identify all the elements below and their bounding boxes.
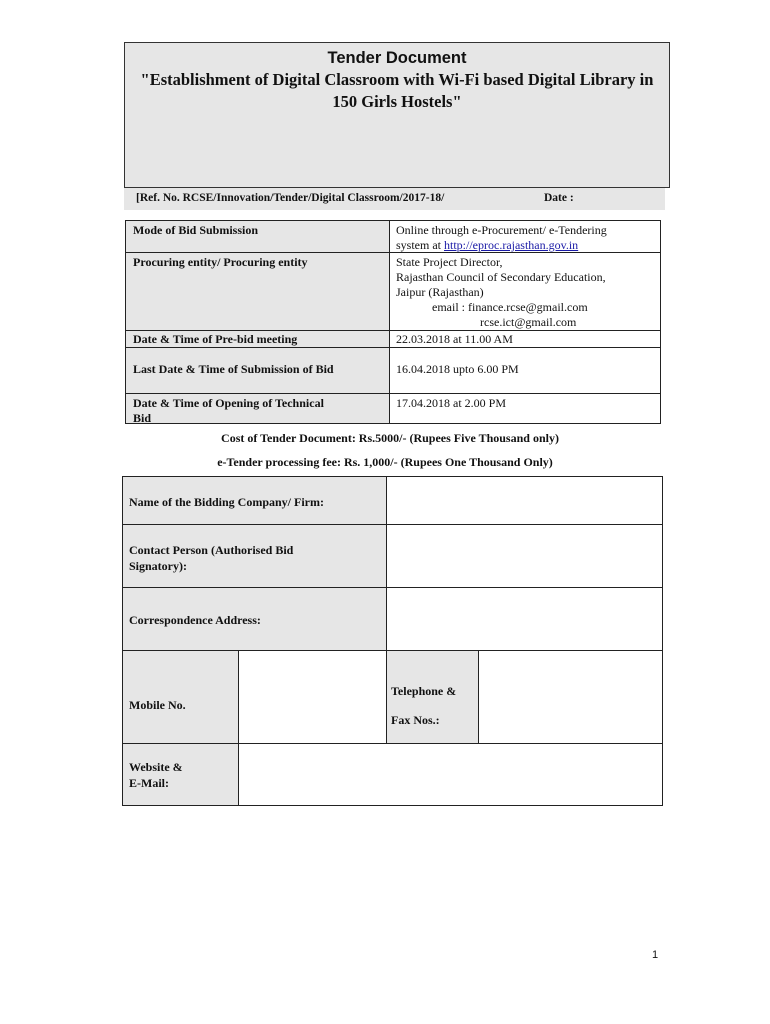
- website-label: Website &: [129, 760, 183, 774]
- website-field[interactable]: [238, 744, 662, 805]
- bid-info-label: Date & Time of Opening of Technical: [133, 396, 324, 410]
- address-field[interactable]: [386, 588, 662, 650]
- document-title: Tender Document: [327, 49, 467, 67]
- bid-info-label: Bid: [133, 411, 152, 425]
- bid-info-row: [125, 220, 661, 252]
- company-name-field[interactable]: [386, 477, 662, 524]
- bid-info-label: Mode of Bid Submission: [133, 223, 259, 237]
- page-number: 1: [652, 949, 659, 961]
- bid-info-value: 16.04.2018 upto 6.00 PM: [396, 362, 519, 376]
- form-row-company: [122, 476, 663, 524]
- address-label: Correspondence Address:: [129, 613, 261, 627]
- processing-fee: e-Tender processing fee: Rs. 1,000/- (Rupees One Thousand Only): [217, 455, 553, 469]
- bid-info-value: 17.04.2018 at 2.00 PM: [396, 396, 507, 410]
- bid-info-value: Online through e-Procurement/ e-Tendering: [396, 223, 607, 237]
- contact-person-label: Contact Person (Authorised Bid: [129, 543, 294, 557]
- reference-number: [Ref. No. RCSE/Innovation/Tender/Digital Classroom/2017-18/: [136, 192, 445, 204]
- bid-info-row: [125, 330, 661, 347]
- contact-person-field[interactable]: [386, 525, 662, 587]
- bid-info-value: Rajasthan Council of Secondary Education,: [396, 270, 606, 284]
- bid-info-row: [125, 347, 661, 393]
- eproc-link[interactable]: http://eproc.rajasthan.gov.in: [444, 238, 579, 252]
- bid-info-value: system at: [396, 238, 444, 252]
- title-box: [124, 42, 670, 188]
- contact-person-label: Signatory):: [129, 559, 187, 573]
- company-name-label: Name of the Bidding Company/ Firm:: [129, 495, 324, 509]
- mobile-label: Mobile No.: [129, 698, 186, 712]
- telephone-field[interactable]: [478, 651, 662, 743]
- bid-info-label: Date & Time of Pre-bid meeting: [133, 332, 298, 346]
- form-row-website: [122, 743, 663, 806]
- form-row-address: [122, 587, 663, 650]
- bid-info-value: rcse.ict@gmail.com: [480, 315, 577, 329]
- date-label: Date :: [544, 192, 574, 204]
- bid-info-row: [125, 252, 661, 330]
- bid-info-value: 22.03.2018 at 11.00 AM: [396, 332, 513, 346]
- bid-info-row: [125, 393, 661, 424]
- bid-info-value: Jaipur (Rajasthan): [396, 285, 484, 299]
- email-label: E-Mail:: [129, 776, 169, 790]
- mobile-field[interactable]: [238, 651, 386, 743]
- reference-bar: [124, 188, 665, 210]
- bid-info-label: Procuring entity/ Procuring entity: [133, 255, 308, 269]
- bid-info-value: State Project Director,: [396, 255, 503, 269]
- tender-cost: Cost of Tender Document: Rs.5000/- (Rupees Five Thousand only): [221, 431, 559, 445]
- bid-info-value: email : finance.rcse@gmail.com: [432, 300, 588, 314]
- telephone-label: Telephone &: [391, 684, 457, 698]
- bid-info-label: Last Date & Time of Submission of Bid: [133, 362, 334, 376]
- form-row-phone: [122, 650, 663, 743]
- form-row-contact: [122, 524, 663, 587]
- document-subtitle: "Establishment of Digital Classroom with Wi-Fi based Digital Library in 150 Girls Hostels": [140, 70, 654, 111]
- fax-label: Fax Nos.:: [391, 713, 440, 727]
